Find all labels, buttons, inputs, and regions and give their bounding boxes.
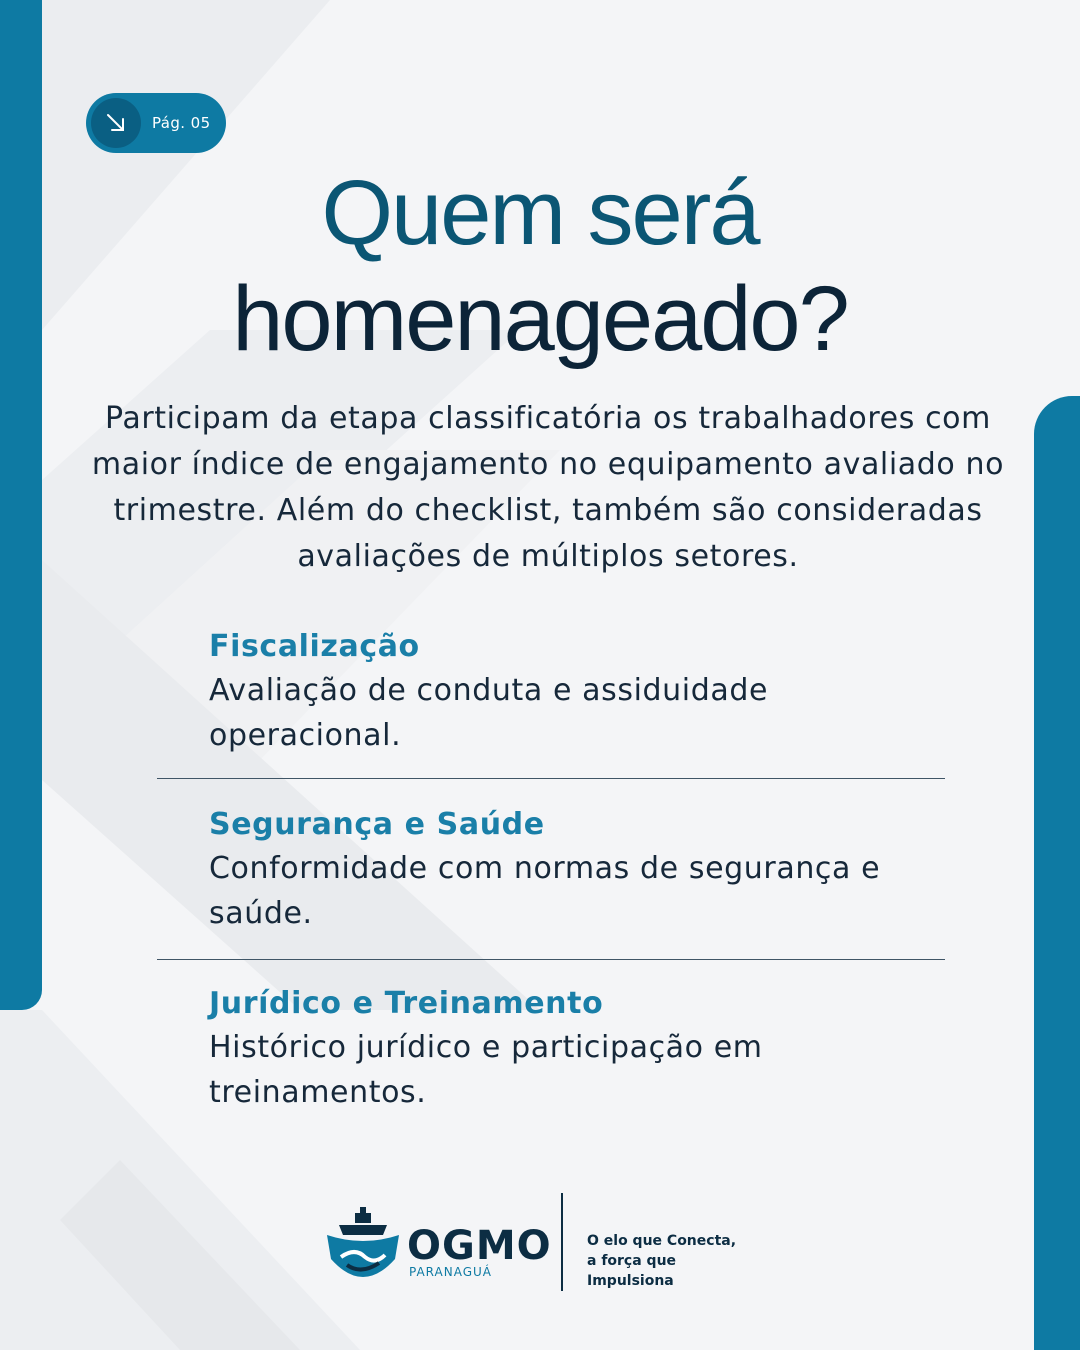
- criteria-heading: Segurança e Saúde: [209, 807, 545, 842]
- page-number: Pág. 05: [152, 114, 211, 132]
- criteria-description: Histórico jurídico e participação em treinamentos.: [209, 1030, 763, 1110]
- section-divider: [157, 778, 945, 779]
- brand-logo: [325, 1195, 765, 1295]
- intro-paragraph: Participam da etapa classificatória os trabalhadores com maior índice de engajamento no equipamento avaliado no trimestre. Além do checklist, também são consideradas avaliações de múltiplos setores.: [91, 401, 1005, 574]
- ship-handshake-icon: [325, 1195, 401, 1291]
- brand-location: PARANAGUÁ: [409, 1265, 493, 1279]
- arrow-down-right-icon: [91, 98, 141, 148]
- title-line-2: homenageado?: [232, 268, 848, 370]
- section-divider: [157, 959, 945, 960]
- right-accent-bar: [1034, 396, 1080, 1350]
- slogan-line-2: a força que Impulsiona: [587, 1253, 677, 1289]
- page-title: [0, 160, 1080, 372]
- slogan-line-1: O elo que Conecta,: [587, 1233, 737, 1249]
- left-accent-bar: [0, 0, 42, 1010]
- criteria-item-juridico: [209, 983, 949, 1115]
- criteria-item-fiscalizacao: [209, 626, 949, 758]
- logo-separator: [561, 1193, 563, 1291]
- brand-slogan: [587, 1231, 765, 1291]
- criteria-heading: Fiscalização: [209, 629, 420, 664]
- page-badge: [86, 93, 226, 153]
- criteria-description: Avaliação de conduta e assiduidade operacional.: [209, 673, 769, 753]
- title-line-1: Quem será: [321, 162, 759, 264]
- brand-name: OGMO: [407, 1223, 552, 1269]
- criteria-item-seguranca: [209, 804, 949, 936]
- criteria-heading: Jurídico e Treinamento: [209, 986, 604, 1021]
- criteria-description: Conformidade com normas de segurança e saúde.: [209, 851, 881, 931]
